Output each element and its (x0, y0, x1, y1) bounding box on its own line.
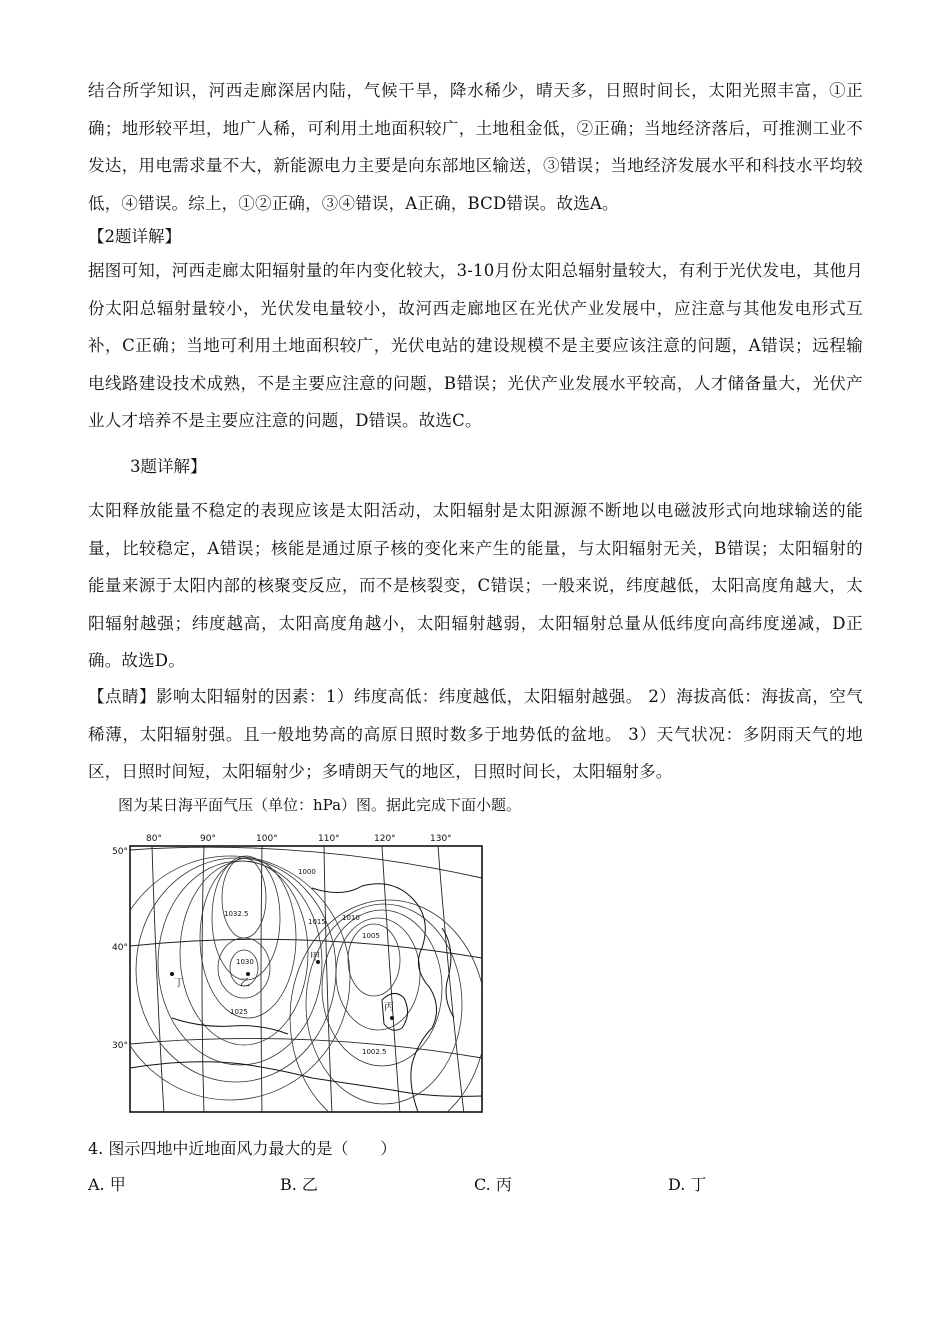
lon-label: 120° (374, 834, 396, 844)
place-label-bing: 丙 (384, 1002, 394, 1013)
isobar-label: 1002.5 (362, 1048, 387, 1056)
lat-label: 40° (112, 943, 128, 953)
figure-intro: 图为某日海平面气压（单位：hPa）图。据此完成下面小题。 (118, 796, 522, 814)
lat-label: 50° (112, 847, 128, 857)
isobar-label: 1025 (230, 1008, 248, 1016)
lon-label: 80° (146, 834, 162, 844)
option-b: B. 乙 (280, 1175, 318, 1194)
isobar-label: 1032.5 (224, 910, 249, 918)
lon-label: 100° (256, 834, 278, 844)
question-4-stem: 4. 图示四地中近地面风力最大的是（ ） (88, 1139, 397, 1158)
place-dot-yi (246, 972, 250, 976)
lon-label: 90° (200, 834, 216, 844)
lat-label: 30° (112, 1041, 128, 1051)
isobar-label: 1000 (298, 868, 316, 876)
pressure-map (112, 828, 484, 1114)
place-dot-bing (390, 1016, 394, 1020)
answer-explanation-1: 结合所学知识，河西走廊深居内陆，气候干旱，降水稀少，晴天多，日照时间长，太阳光照丰富，①正确；地形较平坦，地广人稀，可利用土地面积较广，土地租金低，②正确；当地经济落后，可推测工业不发达，用电需求量不大，新能源电力主要是向东部地区输送，③错误；当地经济发展水平和科技水平均较低，④错误。综上，①②正确，③④错误，A正确，BCD错误。故选A。 (88, 81, 863, 213)
lon-label: 110° (318, 834, 340, 844)
answer-explanation-2: 据图可知，河西走廊太阳辐射量的年内变化较大，3-10月份太阳总辐射量较大，有利于光伏发电，其他月份太阳总辐射量较小，光伏发电量较小，故河西走廊地区在光伏产业发展中，应注意与其他发电形式互补，C正确；当地可利用土地面积较广，光伏电站的建设规模不是主要应该注意的问题，A错误；远程输电线路建设技术成熟，不是主要应注意的问题，B错误；光伏产业发展水平较高，人才储备量大，光伏产业人才培养不是主要应注意的问题，D错误。故选C。 (88, 261, 863, 430)
option-d: D. 丁 (668, 1175, 707, 1194)
key-point-note: 【点睛】影响太阳辐射的因素：1）纬度高低：纬度越低，太阳辐射越强。 2）海拔高低：海拔高，空气稀薄，太阳辐射强。且一般地势高的高原日照时数多于地势低的盆地。 3）天气状况：多阴雨天气的地区，日照时间短，太阳辐射少；多晴朗天气的地区，日照时间长，太阳辐射多。 (88, 687, 863, 781)
lon-label: 130° (430, 834, 452, 844)
answer-explanation-3: 太阳释放能量不稳定的表现应该是太阳活动，太阳辐射是太阳源源不断地以电磁波形式向地球输送的能量，比较稳定，A错误；核能是通过原子核的变化来产生的能量，与太阳辐射无关，B错误；太阳辐射的能量来源于太阳内部的核聚变反应，而不是核裂变，C错误；一般来说，纬度越低，太阳高度角越大，太阳辐射越强；纬度越高，太阳高度角越小，太阳辐射越弱，太阳辐射总量从低纬度向高纬度递减，D正确。故选D。 (88, 501, 863, 670)
option-a: A. 甲 (88, 1175, 126, 1194)
isobar-label: 1005 (362, 932, 380, 940)
place-label-ding: 丁 (174, 978, 184, 989)
option-c: C. 丙 (474, 1175, 512, 1194)
place-dot-ding (170, 972, 174, 976)
isobar-label: 1010 (342, 914, 360, 922)
section-heading-2: 【2题详解】 (88, 227, 181, 246)
place-label-jia: 甲 (310, 952, 320, 963)
isobar-label: 1030 (236, 958, 254, 966)
isobar-label: 1015 (308, 918, 326, 926)
section-heading-3: 3题详解】 (130, 457, 207, 476)
place-label-yi: 乙 (240, 978, 250, 989)
